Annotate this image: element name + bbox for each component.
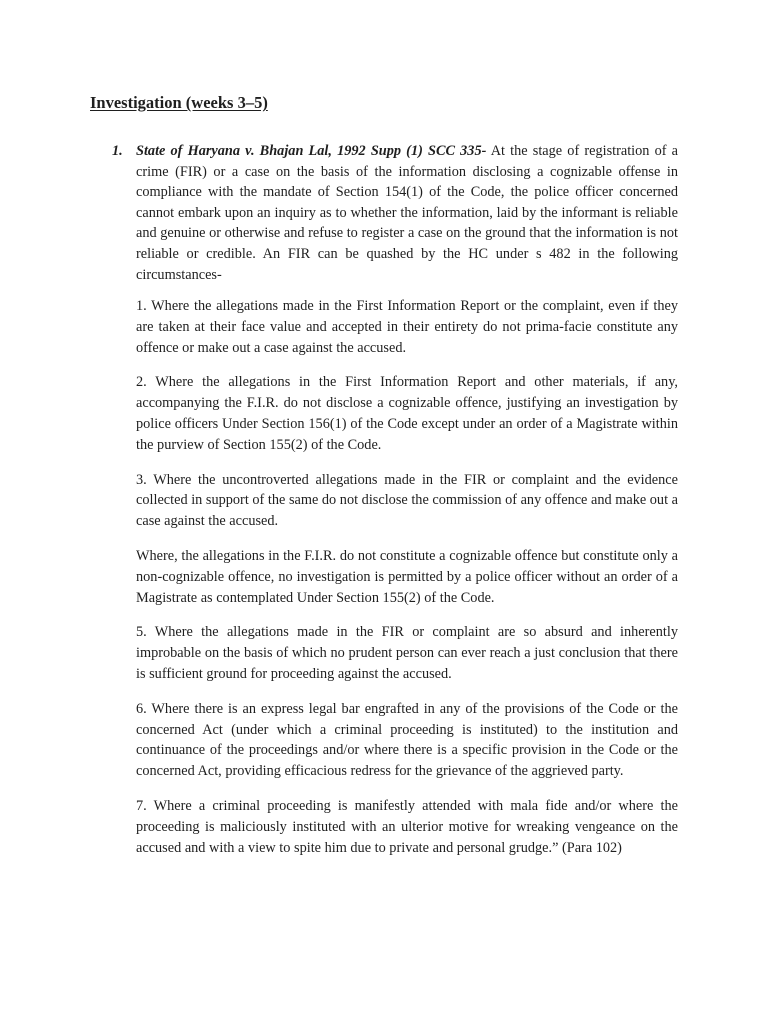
circumstance-1: 1. Where the allegations made in the First Information Report or the complaint, even if they are taken at their face value and accepted in their entirety do not prima-facie constitute any offence or make out a case against the accused.: [136, 298, 678, 356]
circumstance-4: Where, the allegations in the F.I.R. do not constitute a cognizable offence but constitute only a non-cognizable offence, no investigation is permitted by a police officer without an order of a Magistrate as contemplated Under Section 155(2) of the Code.: [136, 547, 678, 606]
case-entry: [112, 141, 678, 285]
case-number: 1.: [112, 143, 123, 159]
circumstance-3: 3. Where the uncontroverted allegations made in the FIR or complaint and the evidence collected in support of the same do not disclose the commission of any offence and make out a case against the accused.: [136, 471, 678, 530]
case-paragraph: [136, 141, 678, 285]
circumstance-5: 5. Where the allegations made in the FIR or complaint are so absurd and inherently improbable on the basis of which no prudent person can ever reach a just conclusion that there is sufficient ground for proceeding against the accused.: [136, 624, 678, 682]
circumstance-6: 6. Where there is an express legal bar engrafted in any of the provisions of the Code or the concerned Act (under which a criminal proceeding is instituted) to the institution and continuance of the proceedings and/or where there is a specific provision in the Code or the concerned Act, providing efficacious redress for the grievance of the aggrieved party.: [136, 700, 678, 780]
circumstance-7: 7. Where a criminal proceeding is manifestly attended with mala fide and/or where the proceeding is maliciously instituted with an ulterior motive for wreaking vengeance on the accused and with a view to spite him due to private and personal grudge.” (Para 102): [136, 797, 678, 856]
case-text: At the stage of registration of a crime (FIR) or a case on the basis of the information disclosing a cognizable offense in compliance with the mandate of Section 154(1) of the Code, the police officer concerned cannot embark upon an inquiry as to whether the information, laid by the informant is reliable and genuine or otherwise and refuse to register a case on the ground that the information is not reliable or credible. An FIR can be quashed by the HC under s 482 in the following circumstances-: [136, 143, 678, 283]
circumstances-list: [136, 296, 678, 858]
circumstance-2: 2. Where the allegations in the First Information Report and other materials, if any, accompanying the F.I.R. do not disclose a cognizable offence, justifying an investigation by police officers Under Section 156(1) of the Code except under an order of a Magistrate within the purview of Section 155(2) of the Code.: [136, 374, 678, 453]
document-heading: Investigation (weeks 3–5): [90, 93, 268, 112]
case-citation: State of Haryana v. Bhajan Lal, 1992 Supp (1) SCC 335-: [136, 143, 487, 159]
